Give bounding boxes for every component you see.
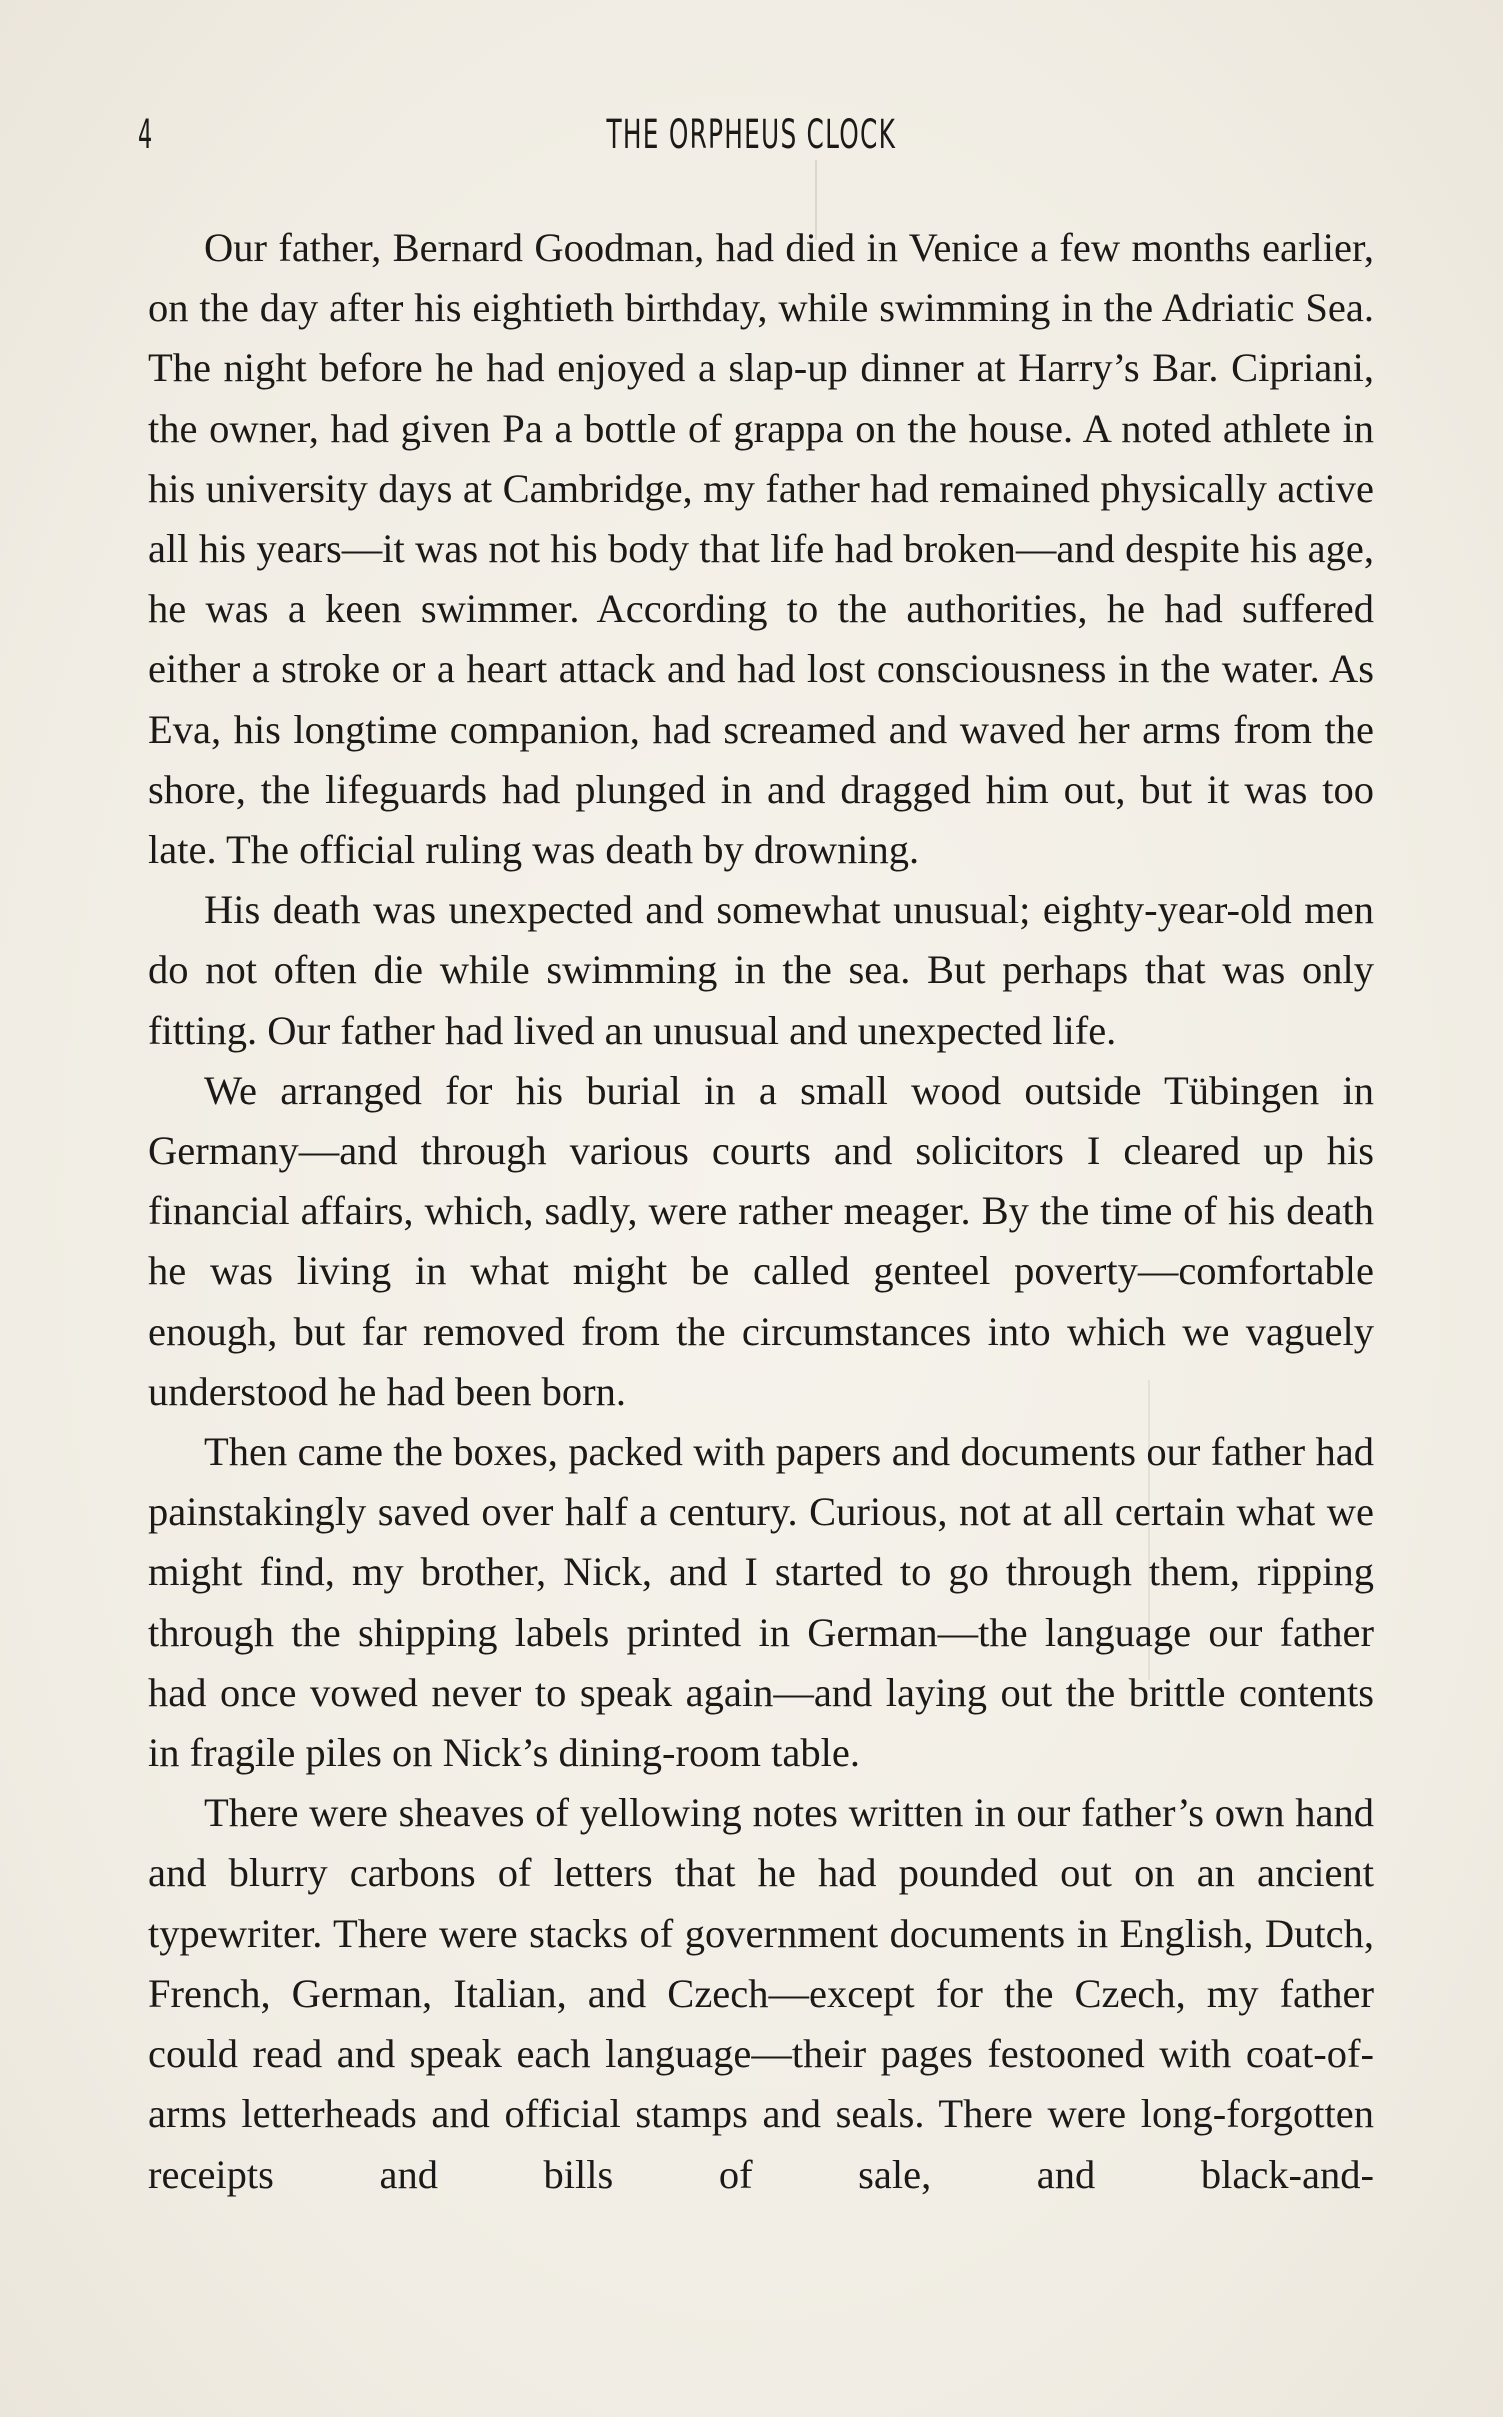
paragraph: Then came the boxes, packed with papers and documents our father had painstakingly saved over half a century. Curious, not at all certain what we might find, my brother, Nick, and I started to go through them, ripping through the shipping labels printed in German—the language our father had once vowed never to speak again—and laying out the brittle contents in fragile piles on Nick’s dining-room table.: [148, 1429, 1374, 1776]
running-head: THE ORPHEUS CLOCK: [606, 112, 897, 158]
paragraph: There were sheaves of yellowing notes written in our father’s own hand and blurry carbons of letters that he had pounded out on an ancient typewriter. There were stacks of government documents in English, Dutch, French, German, Italian, and Czech—except for the Czech, my father could read and speak each language—their pages festooned with coat-of-arms letterheads and official stamps and seals. There were long-forgotten receipts and bills of sale, and black-and-: [148, 1790, 1374, 2197]
page-number: 4: [138, 112, 153, 158]
paragraph: Our father, Bernard Goodman, had died in Venice a few months earlier, on the day after his eightieth birthday, while swimming in the Adriatic Sea. The night before he had enjoyed a slap-up dinner at Harry’s Bar. Cipriani, the owner, had given Pa a bottle of grappa on the house. A noted athlete in his university days at Cambridge, my father had remained physically active all his years—it was not his body that life had broken—and despite his age, he was a keen swimmer. According to the authorities, he had suffered either a stroke or a heart attack and had lost consciousness in the water. As Eva, his longtime companion, had screamed and waved her arms from the shore, the lifeguards had plunged in and dragged him out, but it was too late. The official ruling was death by drowning.: [148, 225, 1374, 873]
paragraph: His death was unexpected and somewhat unusual; eighty-year-old men do not often die while swimming in the sea. But perhaps that was only fitting. Our father had lived an unusual and unexpected life.: [148, 887, 1374, 1053]
body-text: [148, 218, 1374, 2205]
paragraph: We arranged for his burial in a small wood outside Tübingen in Germany—and through various courts and solicitors I cleared up his financial affairs, which, sadly, were rather meager. By the time of his death he was living in what might be called genteel poverty—comfortable enough, but far removed from the circumstances into which we vaguely understood he had been born.: [148, 1067, 1374, 1414]
